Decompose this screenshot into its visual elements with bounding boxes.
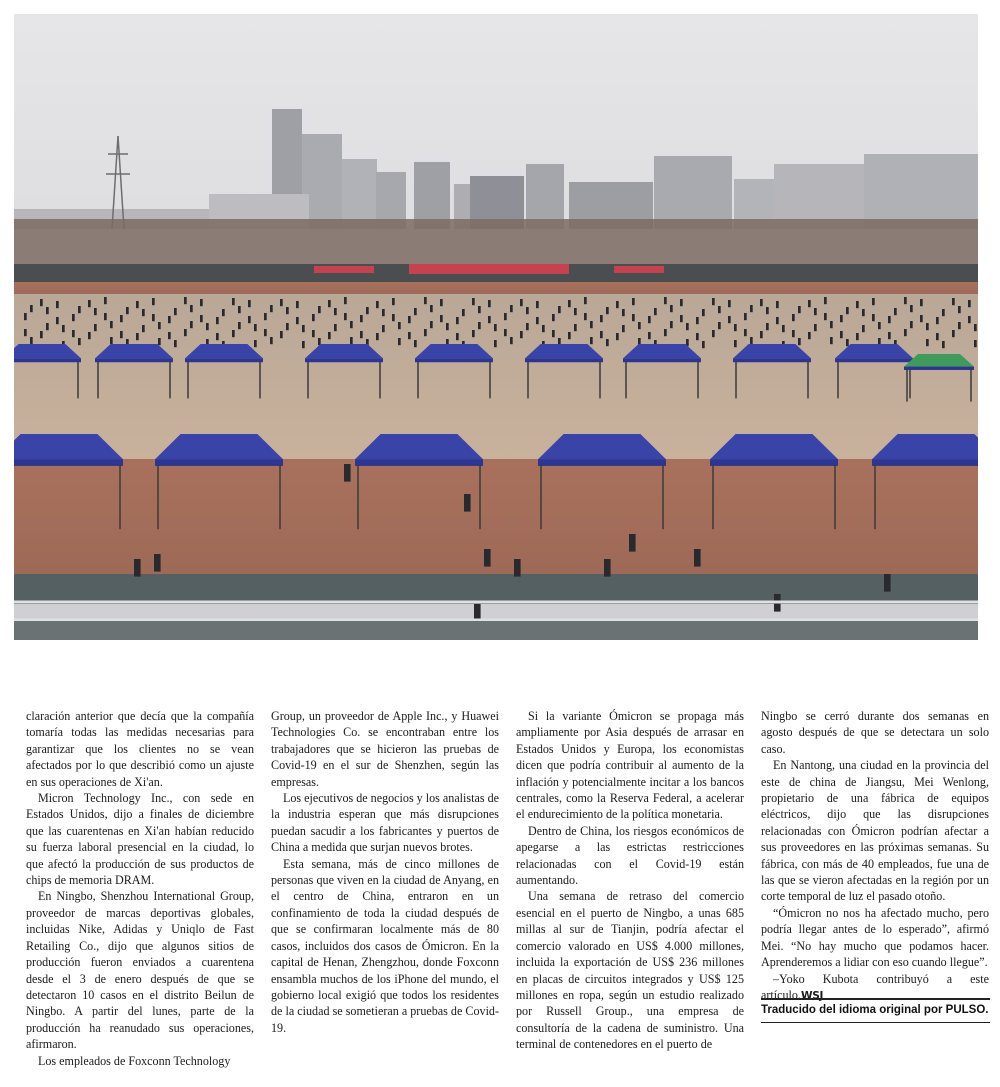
person (46, 323, 49, 330)
person (200, 315, 203, 322)
person (478, 322, 481, 329)
person (760, 331, 763, 338)
person (446, 323, 449, 330)
person (958, 322, 961, 329)
person (910, 321, 913, 328)
person (638, 322, 641, 329)
person (920, 315, 923, 322)
person (104, 297, 107, 304)
person (414, 308, 417, 315)
person (56, 317, 59, 324)
person (558, 306, 561, 313)
person (808, 300, 811, 307)
person (152, 298, 155, 305)
person (632, 314, 635, 321)
person (280, 299, 283, 306)
person (344, 464, 351, 482)
person (158, 338, 161, 345)
person (494, 340, 497, 347)
person (72, 314, 75, 321)
news-photo (14, 14, 978, 640)
person (248, 316, 251, 323)
person (382, 325, 385, 332)
person (350, 321, 353, 328)
person (110, 337, 113, 344)
person (270, 337, 273, 344)
person (56, 301, 59, 308)
person (734, 324, 737, 331)
person (760, 299, 763, 306)
person (680, 299, 683, 306)
person (536, 317, 539, 324)
person (510, 337, 513, 344)
person (40, 299, 43, 306)
person (504, 313, 507, 320)
person (694, 549, 701, 567)
person (318, 338, 321, 345)
person (568, 332, 571, 339)
person (606, 307, 609, 314)
article-column-1 (26, 708, 254, 1069)
sports-field (14, 294, 978, 459)
person (926, 339, 929, 346)
person (702, 309, 705, 316)
person (808, 332, 811, 339)
person (456, 317, 459, 324)
person (190, 305, 193, 312)
inner-track (14, 574, 978, 604)
person (798, 306, 801, 313)
person (248, 300, 251, 307)
person (238, 306, 241, 313)
person (590, 321, 593, 328)
person (552, 330, 555, 337)
person (622, 325, 625, 332)
person (846, 307, 849, 314)
person (200, 299, 203, 306)
person (484, 549, 491, 567)
person (824, 313, 827, 320)
person (600, 331, 603, 338)
person (814, 308, 817, 315)
person (888, 316, 891, 323)
paragraph: En Nantong, una ciudad en la provincia del este de china de Jiangsu, Mei Wenlong, propietario de una fábrica de equipos eléctricos, dijo que las disrupciones relacionadas con Ómicron podrían afectar a sus proveedores en las próximas semanas. Su fábrica, con más de 40 empleados, fue una de las que se vieron afectadas en la región por un corte temporal de luz el pasado otoño. (761, 758, 989, 904)
person (648, 316, 651, 323)
person (878, 322, 881, 329)
person (154, 554, 161, 572)
person (629, 534, 636, 552)
person (872, 298, 875, 305)
person (814, 324, 817, 331)
person (472, 330, 475, 337)
person (766, 323, 769, 330)
person (904, 329, 907, 336)
person (792, 330, 795, 337)
person (376, 333, 379, 340)
person (136, 301, 139, 308)
person (936, 317, 939, 324)
person (302, 341, 305, 348)
person (254, 340, 257, 347)
person (744, 329, 747, 336)
person (270, 305, 273, 312)
wsj-signature: WSJ (800, 989, 824, 1002)
person (382, 309, 385, 316)
person (222, 309, 225, 316)
person (600, 315, 603, 322)
person (174, 308, 177, 315)
red-banner (409, 264, 569, 274)
person (670, 321, 673, 328)
person (696, 333, 699, 340)
person (424, 297, 427, 304)
paragraph: Si la variante Ómicron se propaga más ampliamente por Asia después de arrasar en Estados Unidos y Europa, los economistas dicen que podría contribuir al aumento de la inflación y potencialmente incitar a los bancos centrales, como la Reserva Federal, a acelerar el endurecimiento de la política monetaria. (516, 709, 744, 822)
paragraph: Ningbo se cerró durante dos semanas en agosto después de que se detectara un solo caso. (761, 709, 989, 756)
person (414, 340, 417, 347)
person (392, 298, 395, 305)
paragraph: Dentro de China, los riesgos económicos de apegarse a las estrictas restricciones relacionadas con el Covid-19 están aumentando. (516, 823, 744, 888)
person (126, 307, 129, 314)
person (734, 340, 737, 347)
paragraph: Group, un proveedor de Apple Inc., y Huawei Technologies Co. se encontraban entre los trabajadores que se hicieron las pruebas de Covid-19 en el sur de Shenzhen, según las empresas. (271, 709, 499, 789)
person (94, 324, 97, 331)
person (494, 324, 497, 331)
person (174, 340, 177, 347)
person (830, 337, 833, 344)
translation-credit: Traducido del idioma original por PULSO. (761, 998, 990, 1023)
person (472, 298, 475, 305)
person (632, 298, 635, 305)
person (526, 323, 529, 330)
person (134, 559, 141, 577)
person (590, 337, 593, 344)
person (510, 305, 513, 312)
person (514, 559, 521, 577)
person (766, 307, 769, 314)
paragraph: Esta semana, más de cinco millones de personas que viven en la ciudad de Anyang, en el centro de China, entraron en un confinamiento de toda la ciudad después de que se confirmaran localmente más de 80 casos, incluidos dos casos de Ómicron. En la capital de Henan, Zhengzhou, donde Foxconn ensambla muchos de los iPhone del mundo, el gobierno local exigió que todos los residentes de la ciudad se sometieran a pruebas de Covid-19. (271, 856, 499, 1035)
person (606, 339, 609, 346)
person (952, 298, 955, 305)
person (120, 315, 123, 322)
person (318, 306, 321, 313)
person (520, 331, 523, 338)
person (712, 330, 715, 337)
person (846, 339, 849, 346)
person (616, 333, 619, 340)
person (750, 337, 753, 344)
person (670, 305, 673, 312)
person (168, 316, 171, 323)
person (744, 313, 747, 320)
tree-line (14, 219, 978, 267)
person (360, 331, 363, 338)
person (344, 297, 347, 304)
person (152, 314, 155, 321)
person (360, 315, 363, 322)
person (312, 330, 315, 337)
person (264, 313, 267, 320)
person (184, 329, 187, 336)
person (280, 331, 283, 338)
person (440, 315, 443, 322)
person (750, 305, 753, 312)
person (712, 298, 715, 305)
person (158, 322, 161, 329)
person (884, 574, 891, 592)
person (526, 307, 529, 314)
person (926, 323, 929, 330)
person (232, 298, 235, 305)
person (24, 313, 27, 320)
person (286, 307, 289, 314)
paragraph: claración anterior que decía que la compañía tomaría todas las medidas necesarias para garantizar que los clientes no se vean afectados por lo que describió como un ajuste en sus operaciones de Xi'an. (26, 709, 254, 789)
person (574, 324, 577, 331)
person (728, 300, 731, 307)
person (654, 308, 657, 315)
person (968, 316, 971, 323)
person (830, 321, 833, 328)
person (520, 299, 523, 306)
person (942, 309, 945, 316)
person (894, 308, 897, 315)
person (686, 323, 689, 330)
person (168, 332, 171, 339)
person (78, 338, 81, 345)
person (430, 305, 433, 312)
person (648, 332, 651, 339)
person (616, 301, 619, 308)
person (286, 323, 289, 330)
person (88, 332, 91, 339)
byline-text: –Yoko Kubota contribuyó a este artículo. (761, 971, 989, 1002)
person (664, 297, 667, 304)
person (334, 308, 337, 315)
person (840, 315, 843, 322)
person (110, 321, 113, 328)
person (392, 314, 395, 321)
person (696, 317, 699, 324)
person (872, 314, 875, 321)
person (604, 559, 611, 577)
person (488, 316, 491, 323)
person (328, 300, 331, 307)
person (464, 494, 471, 512)
person (312, 314, 315, 321)
person (856, 333, 859, 340)
person (78, 306, 81, 313)
person (366, 307, 369, 314)
person (62, 325, 65, 332)
person (232, 330, 235, 337)
person (974, 340, 977, 347)
person (440, 299, 443, 306)
paragraph: Micron Technology Inc., con sede en Estados Unidos, dijo a finales de diciembre que las cuarentenas en Xi'an habían reducido su fuerza laboral presencial en la ciudad, lo que afectó la producción de sus productos de chips de memoria DRAM. (26, 791, 254, 888)
person (718, 322, 721, 329)
person (904, 297, 907, 304)
person (536, 301, 539, 308)
person (952, 330, 955, 337)
person (72, 330, 75, 337)
person (46, 307, 49, 314)
person (350, 337, 353, 344)
person (136, 333, 139, 340)
person (968, 300, 971, 307)
person (824, 297, 827, 304)
person (942, 341, 945, 348)
person (840, 331, 843, 338)
person (936, 333, 939, 340)
paragraph: Una semana de retraso del comercio esencial en el puerto de Ningbo, a unas 685 millas al sur de Tianjin, podría afectar el comercio valorado en US$ 4.000 millones, incluida la exportación de US$ 236 millones en placas de circuitos integrados y US$ 125 millones en ropa, según un estudio realizado por Russell Group., una empresa de consultoría de la cadena de suministro. Una terminal de contenedores en el puerto de (516, 889, 744, 1052)
person (40, 331, 43, 338)
person (792, 314, 795, 321)
person (216, 333, 219, 340)
person (462, 309, 465, 316)
article-column-2 (271, 708, 499, 1036)
person (776, 317, 779, 324)
person (88, 300, 91, 307)
person (456, 333, 459, 340)
person (142, 309, 145, 316)
person (680, 315, 683, 322)
person (488, 300, 491, 307)
person (206, 323, 209, 330)
person (798, 338, 801, 345)
person (910, 305, 913, 312)
article-column-4 (761, 708, 989, 1004)
person (190, 321, 193, 328)
paragraph: Los empleados de Foxconn Technology (38, 1053, 231, 1068)
person (856, 301, 859, 308)
person (398, 338, 401, 345)
person (568, 300, 571, 307)
person (542, 325, 545, 332)
person (328, 332, 331, 339)
person (216, 317, 219, 324)
person (238, 322, 241, 329)
paragraph: Los ejecutivos de negocios y los analistas de la industria esperan que más disrupciones puedan sacudir a los fabricantes y puertos de China a medida que surjan nuevos brotes. (271, 791, 499, 855)
person (958, 306, 961, 313)
person (184, 297, 187, 304)
paragraph: “Ómicron no nos ha afectado mucho, pero podría llegar antes de lo esperado”, afirmó Mei. “No hay mucho que podamos hacer. Aprenderemos a lidiar con eso cuando llegue”. (761, 905, 989, 970)
person (376, 301, 379, 308)
person (264, 329, 267, 336)
person (862, 309, 865, 316)
person (104, 313, 107, 320)
person (296, 317, 299, 324)
person (552, 314, 555, 321)
person (888, 332, 891, 339)
person (120, 331, 123, 338)
person (30, 337, 33, 344)
person (702, 341, 705, 348)
person (398, 322, 401, 329)
paragraph: En Ningbo, Shenzhou International Group, proveedor de marcas deportivas globales, incluidas Nike, Adidas y Uniqlo de Fast Retailing Co., dijo que algunos sitios de producción fueron enviados a cuarentena desde el 3 de enero después de que se detectaron 10 casos en el distrito Beilun de Ningbo. A partir del lunes, parte de la producción ha reanudado sus operaciones, afirmaron. (26, 889, 254, 1052)
person (430, 321, 433, 328)
person (142, 325, 145, 332)
person (334, 324, 337, 331)
person (504, 329, 507, 336)
person (344, 313, 347, 320)
person (584, 297, 587, 304)
person (782, 325, 785, 332)
person (408, 316, 411, 323)
person (302, 325, 305, 332)
person (424, 329, 427, 336)
testing-site-image (14, 14, 978, 640)
person (574, 308, 577, 315)
person (478, 306, 481, 313)
person (254, 324, 257, 331)
person (94, 308, 97, 315)
person (664, 329, 667, 336)
person (776, 301, 779, 308)
person (862, 325, 865, 332)
person (920, 299, 923, 306)
person (974, 324, 977, 331)
person (622, 309, 625, 316)
person (30, 305, 33, 312)
person (718, 306, 721, 313)
person (296, 301, 299, 308)
person (408, 332, 411, 339)
person (728, 316, 731, 323)
article-column-3 (516, 708, 744, 1053)
person (584, 313, 587, 320)
person (24, 329, 27, 336)
